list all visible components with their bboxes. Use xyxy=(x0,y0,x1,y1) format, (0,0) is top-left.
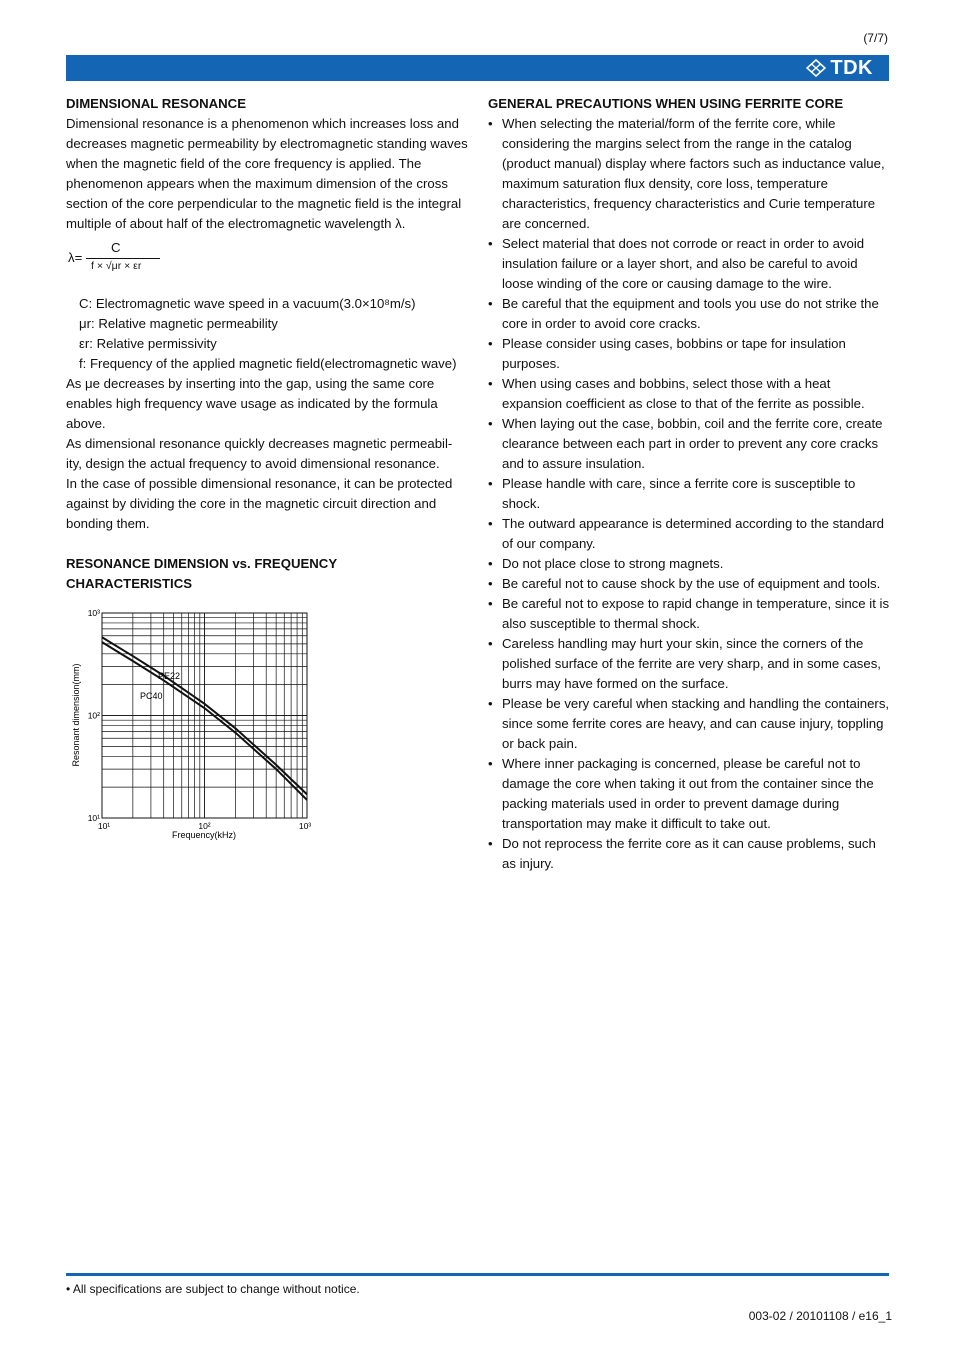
chart-grid xyxy=(102,613,307,818)
paragraph-protection: In the case of possible dimensional resonance, it can be protected against by dividing the core in the magnetic circuit direction and bonding them. xyxy=(66,476,453,531)
list-item: • When using cases and bobbins, select those with a heat expansion coefficient as close to that of the ferrite as possible. xyxy=(488,374,890,414)
y-tick-label: 10¹ xyxy=(87,813,100,823)
x-tick-label: 10¹ xyxy=(97,821,111,831)
list-item: • Please handle with care, since a ferrite core is susceptible to shock. xyxy=(488,474,890,514)
footer-note: • All specifications are subject to change without notice. xyxy=(66,1282,360,1296)
paragraph-gap-usage: As μe decreases by inserting into the gap, using the same core enables high frequency wave usage as indicated by the formula above. xyxy=(66,376,438,431)
list-item: • Do not place close to strong magnets. xyxy=(488,554,890,574)
footer-rule xyxy=(66,1273,889,1276)
list-item: • Please consider using cases, bobbins or tape for insulation purposes. xyxy=(488,334,890,374)
list-item: • Where inner packaging is concerned, please be careful not to damage the core when taking it out from the container since the packing materials used in order to prevent damage during transportation may make it difficult to take out. xyxy=(488,754,890,834)
resonance-chart xyxy=(66,602,326,844)
document-code: 003-02 / 20101108 / e16_1 xyxy=(748,1309,892,1323)
header-bar xyxy=(66,55,889,81)
paragraph-design-frequency: As dimensional resonance quickly decreases magnetic permeabil-ity, design the actual frequency to avoid dimensional resonance. xyxy=(66,436,453,471)
list-item: • Be careful not to cause shock by the use of equipment and tools. xyxy=(488,574,890,594)
tdk-diamond-icon xyxy=(806,59,826,77)
list-item: • Careless handling may hurt your skin, since the corners of the polished surface of the ferrite are very sharp, and in some cases, burrs may have formed on the surface. xyxy=(488,634,890,694)
list-item: • Do not reprocess the ferrite core as it can cause problems, such as injury. xyxy=(488,834,890,874)
tdk-logo xyxy=(806,57,873,79)
list-item: • Please be very careful when stacking and handling the containers, since some ferrite cores are heavy, and can cause injury, toppling or back pain. xyxy=(488,694,890,754)
formula-numerator: C xyxy=(111,240,121,255)
chart-section-title-1: RESONANCE DIMENSION vs. FREQUENCY xyxy=(66,556,338,571)
x-tick-label: 10² xyxy=(198,821,211,831)
list-item: • When selecting the material/form of the ferrite core, while considering the margins select from the range in the catalog (product manual) display where factors such as inductance value, maximum saturation flux density, core loss, temperature characteristics, frequency characteristics and Curie temperature are concerned. xyxy=(488,114,890,234)
list-item: • When laying out the case, bobbin, coil and the ferrite core, create clearance between each part in order to prevent any core cracks and to assure insulation. xyxy=(488,414,890,474)
right-column xyxy=(488,94,890,874)
definition-epsilon: εr: Relative permissivity xyxy=(79,336,217,351)
y-axis-label: Resonant dimension(mm) xyxy=(71,663,81,767)
list-item: • Be careful not to expose to rapid change in temperature, since it is also susceptible to thermal shock. xyxy=(488,594,890,634)
left-column xyxy=(66,94,468,594)
list-item: • Be careful that the equipment and tools you use do not strike the core in order to avoid core cracks. xyxy=(488,294,890,334)
x-axis-label: Frequency(kHz) xyxy=(171,830,237,840)
series-label-pc40: PC40 xyxy=(140,691,163,701)
dimensional-resonance-title: DIMENSIONAL RESONANCE xyxy=(66,96,247,111)
brand-name: TDK xyxy=(830,56,873,79)
list-item: • The outward appearance is determined according to the standard of our company. xyxy=(488,514,890,554)
list-item: • Select material that does not corrode or react in order to avoid insulation failure or a layer short, and also be careful to avoid loose winding of the core or causing damage to the wire. xyxy=(488,234,890,294)
y-tick-label: 10² xyxy=(87,710,100,721)
wavelength-formula xyxy=(66,238,468,278)
page-number: (7/7) xyxy=(863,31,888,45)
chart-section-title-2: CHARACTERISTICS xyxy=(66,576,193,591)
definition-c: C: Electromagnetic wave speed in a vacuum(3.0×10⁸m/s) xyxy=(79,296,416,311)
precautions-list xyxy=(488,114,890,874)
precautions-title: GENERAL PRECAUTIONS WHEN USING FERRITE CORE xyxy=(488,96,844,111)
definition-f: f: Frequency of the applied magnetic field(electromagnetic wave) xyxy=(79,356,457,371)
series-label-pe22: PE22 xyxy=(158,671,181,681)
y-tick-label: 10³ xyxy=(87,608,100,618)
x-tick-label: 10³ xyxy=(298,821,312,831)
formula-lhs: λ= xyxy=(68,250,83,265)
formula-denominator: f × √μr × εr xyxy=(91,260,142,272)
dimensional-resonance-intro: Dimensional resonance is a phenomenon which increases loss and decreases magnetic permeability by electromagnetic standing waves when the magnetic field of the core frequency is applied. The phenomenon appears when the maximum dimension of the cross section of the core perpendicular to the magnetic field is the integral multiple of about half of the electromagnetic wavelength λ. xyxy=(66,116,468,231)
definition-mu: μr: Relative magnetic permeability xyxy=(79,316,278,331)
